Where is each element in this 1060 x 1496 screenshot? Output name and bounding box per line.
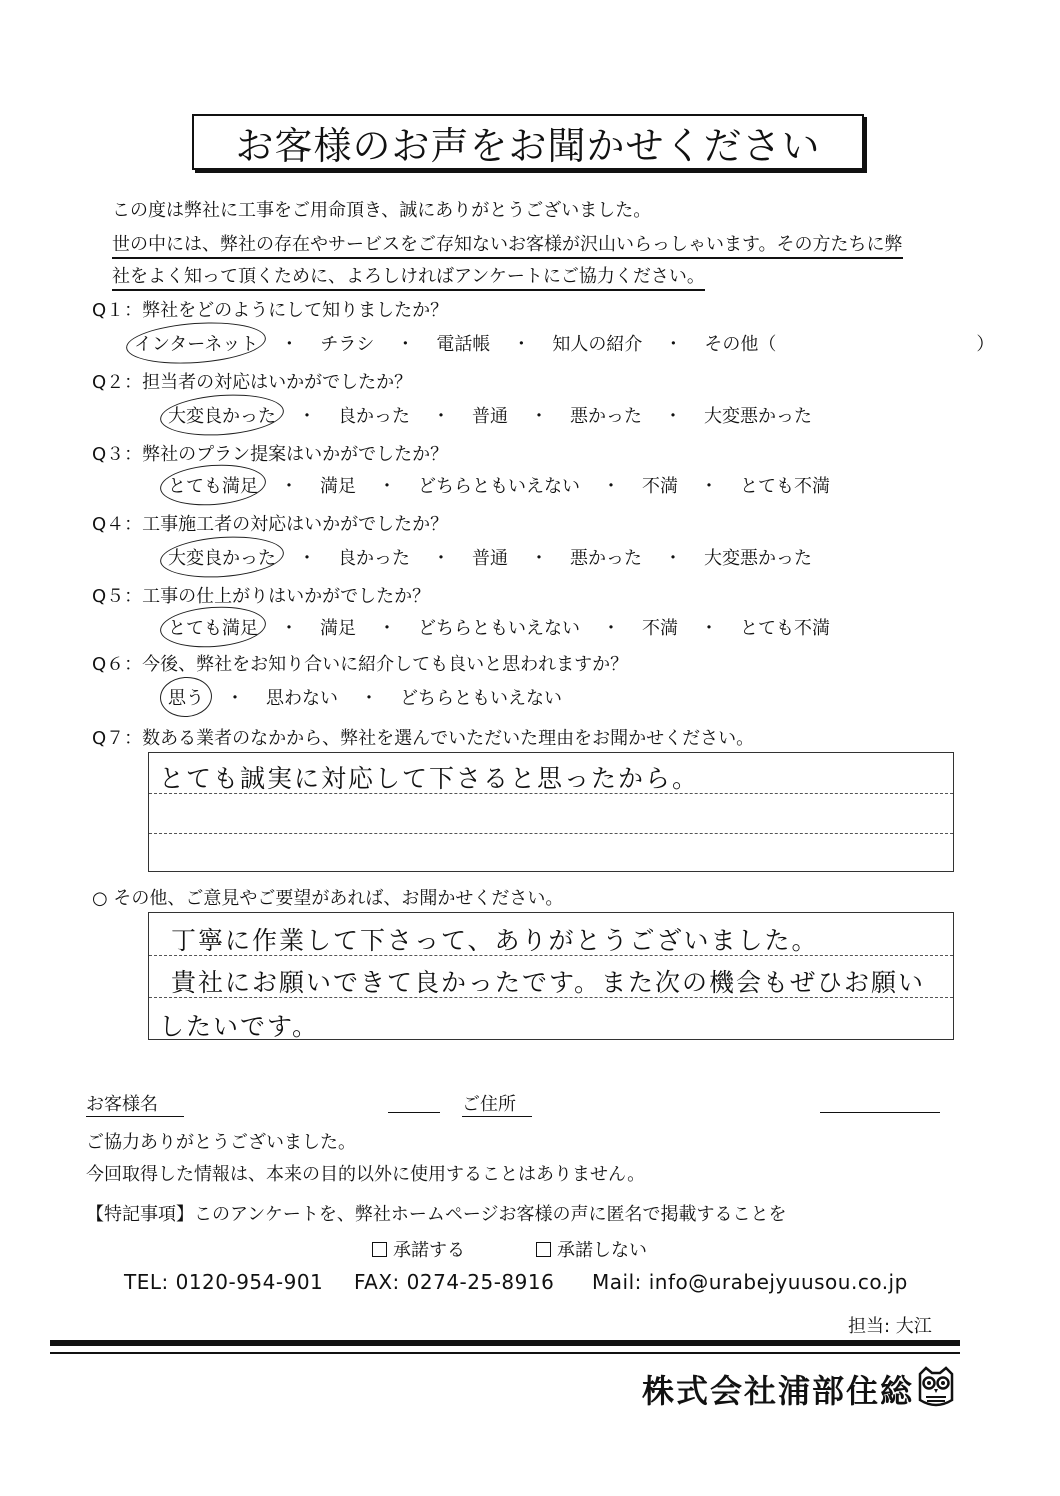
q1-label: Q１：弊社をどのようにして知りましたか？ bbox=[92, 300, 449, 321]
intro-line-3: 社をよく知って頂くために、よろしければアンケートにご協力ください。 bbox=[112, 262, 705, 291]
q1-option-4[interactable]: 知人の紹介 bbox=[552, 334, 643, 355]
option-separator: ・ bbox=[602, 476, 620, 497]
q5-option-3[interactable]: どちらともいえない bbox=[418, 618, 580, 639]
q4-option-2[interactable]: 良かった bbox=[338, 548, 410, 569]
contact-tel: TEL: 0120-954-901 bbox=[124, 1270, 324, 1294]
q5-options bbox=[168, 614, 830, 640]
address-line bbox=[820, 1112, 940, 1113]
q4-option-5[interactable]: 大変悪かった bbox=[704, 548, 812, 569]
customer-name-line bbox=[388, 1112, 440, 1113]
q7-label: Q７：数ある業者のなかから、弊社を選んでいただいた理由をお聞かせください。 bbox=[92, 728, 755, 749]
q3-option-1[interactable]: とても満足 bbox=[168, 472, 258, 498]
q3-option-3[interactable]: どちらともいえない bbox=[418, 476, 580, 497]
q5-label: Q５：工事の仕上がりはいかがでしたか？ bbox=[92, 586, 431, 607]
footer-rule-thick bbox=[50, 1340, 960, 1346]
consent-agree-label: 承諾する bbox=[393, 1240, 465, 1261]
q5-option-4[interactable]: 不満 bbox=[642, 618, 678, 639]
intro-line-2: 世の中には、弊社の存在やサービスをご存知ないお客様が沢山いらっしゃいます。その方たちに弊 bbox=[112, 230, 903, 259]
q6-option-3[interactable]: どちらともいえない bbox=[400, 688, 562, 709]
q4-option-1[interactable]: 大変良かった bbox=[168, 544, 276, 570]
agree-checkbox[interactable] bbox=[372, 1242, 387, 1257]
option-separator: ・ bbox=[512, 334, 531, 355]
option-separator: ・ bbox=[378, 476, 396, 497]
option-separator: ・ bbox=[360, 688, 378, 709]
other-answer-line-1: 丁寧に作業して下さって、ありがとうございました。 bbox=[171, 926, 819, 955]
q2-option-4[interactable]: 悪かった bbox=[570, 406, 642, 427]
q2-option-3[interactable]: 普通 bbox=[472, 406, 508, 427]
option-separator: ・ bbox=[530, 406, 548, 427]
disagree-checkbox[interactable] bbox=[536, 1242, 551, 1257]
q6-option-1[interactable]: 思う bbox=[168, 684, 204, 710]
other-answer-box bbox=[148, 912, 954, 1040]
q1-options bbox=[134, 330, 994, 356]
customer-name-label: お客様名 bbox=[86, 1090, 184, 1117]
q1-option-3[interactable]: 電話帳 bbox=[436, 334, 491, 355]
q5-option-1[interactable]: とても満足 bbox=[168, 614, 258, 640]
q5-option-5[interactable]: とても不満 bbox=[740, 618, 830, 639]
q2-option-5[interactable]: 大変悪かった bbox=[704, 406, 812, 427]
q7-answer-line: とても誠実に対応して下さると思ったから。 bbox=[159, 764, 700, 793]
q2-label: Q２：担当者の対応はいかがでしたか？ bbox=[92, 372, 413, 393]
option-separator: ・ bbox=[602, 618, 620, 639]
q1-option-2[interactable]: チラシ bbox=[320, 334, 375, 355]
consent-agree[interactable] bbox=[372, 1236, 465, 1262]
q3-label: Q３：弊社のプラン提案はいかがでしたか？ bbox=[92, 444, 449, 465]
option-separator: ・ bbox=[280, 476, 298, 497]
q4-option-3[interactable]: 普通 bbox=[472, 548, 508, 569]
other-answer-line-3: したいです。 bbox=[159, 1012, 320, 1041]
q1-option-5[interactable]: その他（ bbox=[704, 334, 777, 355]
contact-fax: FAX: 0274-25-8916 bbox=[354, 1270, 555, 1294]
staff-name: 担当: 大江 bbox=[848, 1316, 932, 1337]
contact-mail: Mail: info@urabejyuusou.co.jp bbox=[592, 1270, 908, 1294]
q1-option-1[interactable]: インターネット bbox=[134, 330, 258, 356]
option-separator: ・ bbox=[280, 334, 299, 355]
option-separator: ・ bbox=[700, 476, 718, 497]
address-label: ご住所 bbox=[462, 1090, 532, 1117]
option-separator: ・ bbox=[530, 548, 548, 569]
owl-icon bbox=[914, 1366, 958, 1410]
option-separator: ・ bbox=[432, 406, 450, 427]
consent-disagree[interactable] bbox=[536, 1236, 647, 1262]
option-separator: ・ bbox=[700, 618, 718, 639]
q2-option-2[interactable]: 良かった bbox=[338, 406, 410, 427]
option-separator: ・ bbox=[664, 548, 682, 569]
option-separator: ・ bbox=[432, 548, 450, 569]
q3-option-4[interactable]: 不満 bbox=[642, 476, 678, 497]
option-separator: ・ bbox=[298, 406, 316, 427]
intro-line-1: この度は弊社に工事をご用命頂き、誠にありがとうございました。 bbox=[112, 200, 652, 221]
q5-option-2[interactable]: 満足 bbox=[320, 618, 356, 639]
other-label: ○ その他、ご意見やご要望があれば、お聞かせください。 bbox=[92, 888, 564, 909]
page-title: お客様のお声をお聞かせください bbox=[192, 114, 864, 170]
q6-options bbox=[168, 684, 562, 710]
other-answer-line-2: 貴社にお願いできて良かったです。また次の機会もぜひお願い bbox=[171, 968, 926, 997]
q6-option-2[interactable]: 思わない bbox=[266, 688, 338, 709]
thanks-text: ご協力ありがとうございました。 bbox=[86, 1132, 356, 1153]
q3-option-5[interactable]: とても不満 bbox=[740, 476, 830, 497]
q6-label: Q６：今後、弊社をお知り合いに紹介しても良いと思われますか？ bbox=[92, 654, 629, 675]
q1-close-paren: ） bbox=[976, 334, 995, 355]
q3-option-2[interactable]: 満足 bbox=[320, 476, 356, 497]
q4-option-4[interactable]: 悪かった bbox=[570, 548, 642, 569]
option-separator: ・ bbox=[378, 618, 396, 639]
option-separator: ・ bbox=[298, 548, 316, 569]
company-name: 株式会社浦部住総 bbox=[642, 1372, 915, 1410]
option-separator: ・ bbox=[664, 406, 682, 427]
consent-disagree-label: 承諾しない bbox=[557, 1240, 647, 1261]
q7-answer-box bbox=[148, 752, 954, 872]
privacy-text: 今回取得した情報は、本来の目的以外に使用することはありません。 bbox=[86, 1164, 646, 1185]
q4-options bbox=[168, 544, 812, 570]
option-separator: ・ bbox=[664, 334, 683, 355]
option-separator: ・ bbox=[226, 688, 244, 709]
q3-options bbox=[168, 472, 830, 498]
q2-options bbox=[168, 402, 812, 428]
footer-rule-thin bbox=[50, 1352, 960, 1354]
q2-option-1[interactable]: 大変良かった bbox=[168, 402, 276, 428]
special-note: 【特記事項】このアンケートを、弊社ホームページお客様の声に匿名で掲載することを bbox=[86, 1204, 787, 1225]
q4-label: Q４：工事施工者の対応はいかがでしたか？ bbox=[92, 514, 449, 535]
option-separator: ・ bbox=[280, 618, 298, 639]
option-separator: ・ bbox=[396, 334, 415, 355]
